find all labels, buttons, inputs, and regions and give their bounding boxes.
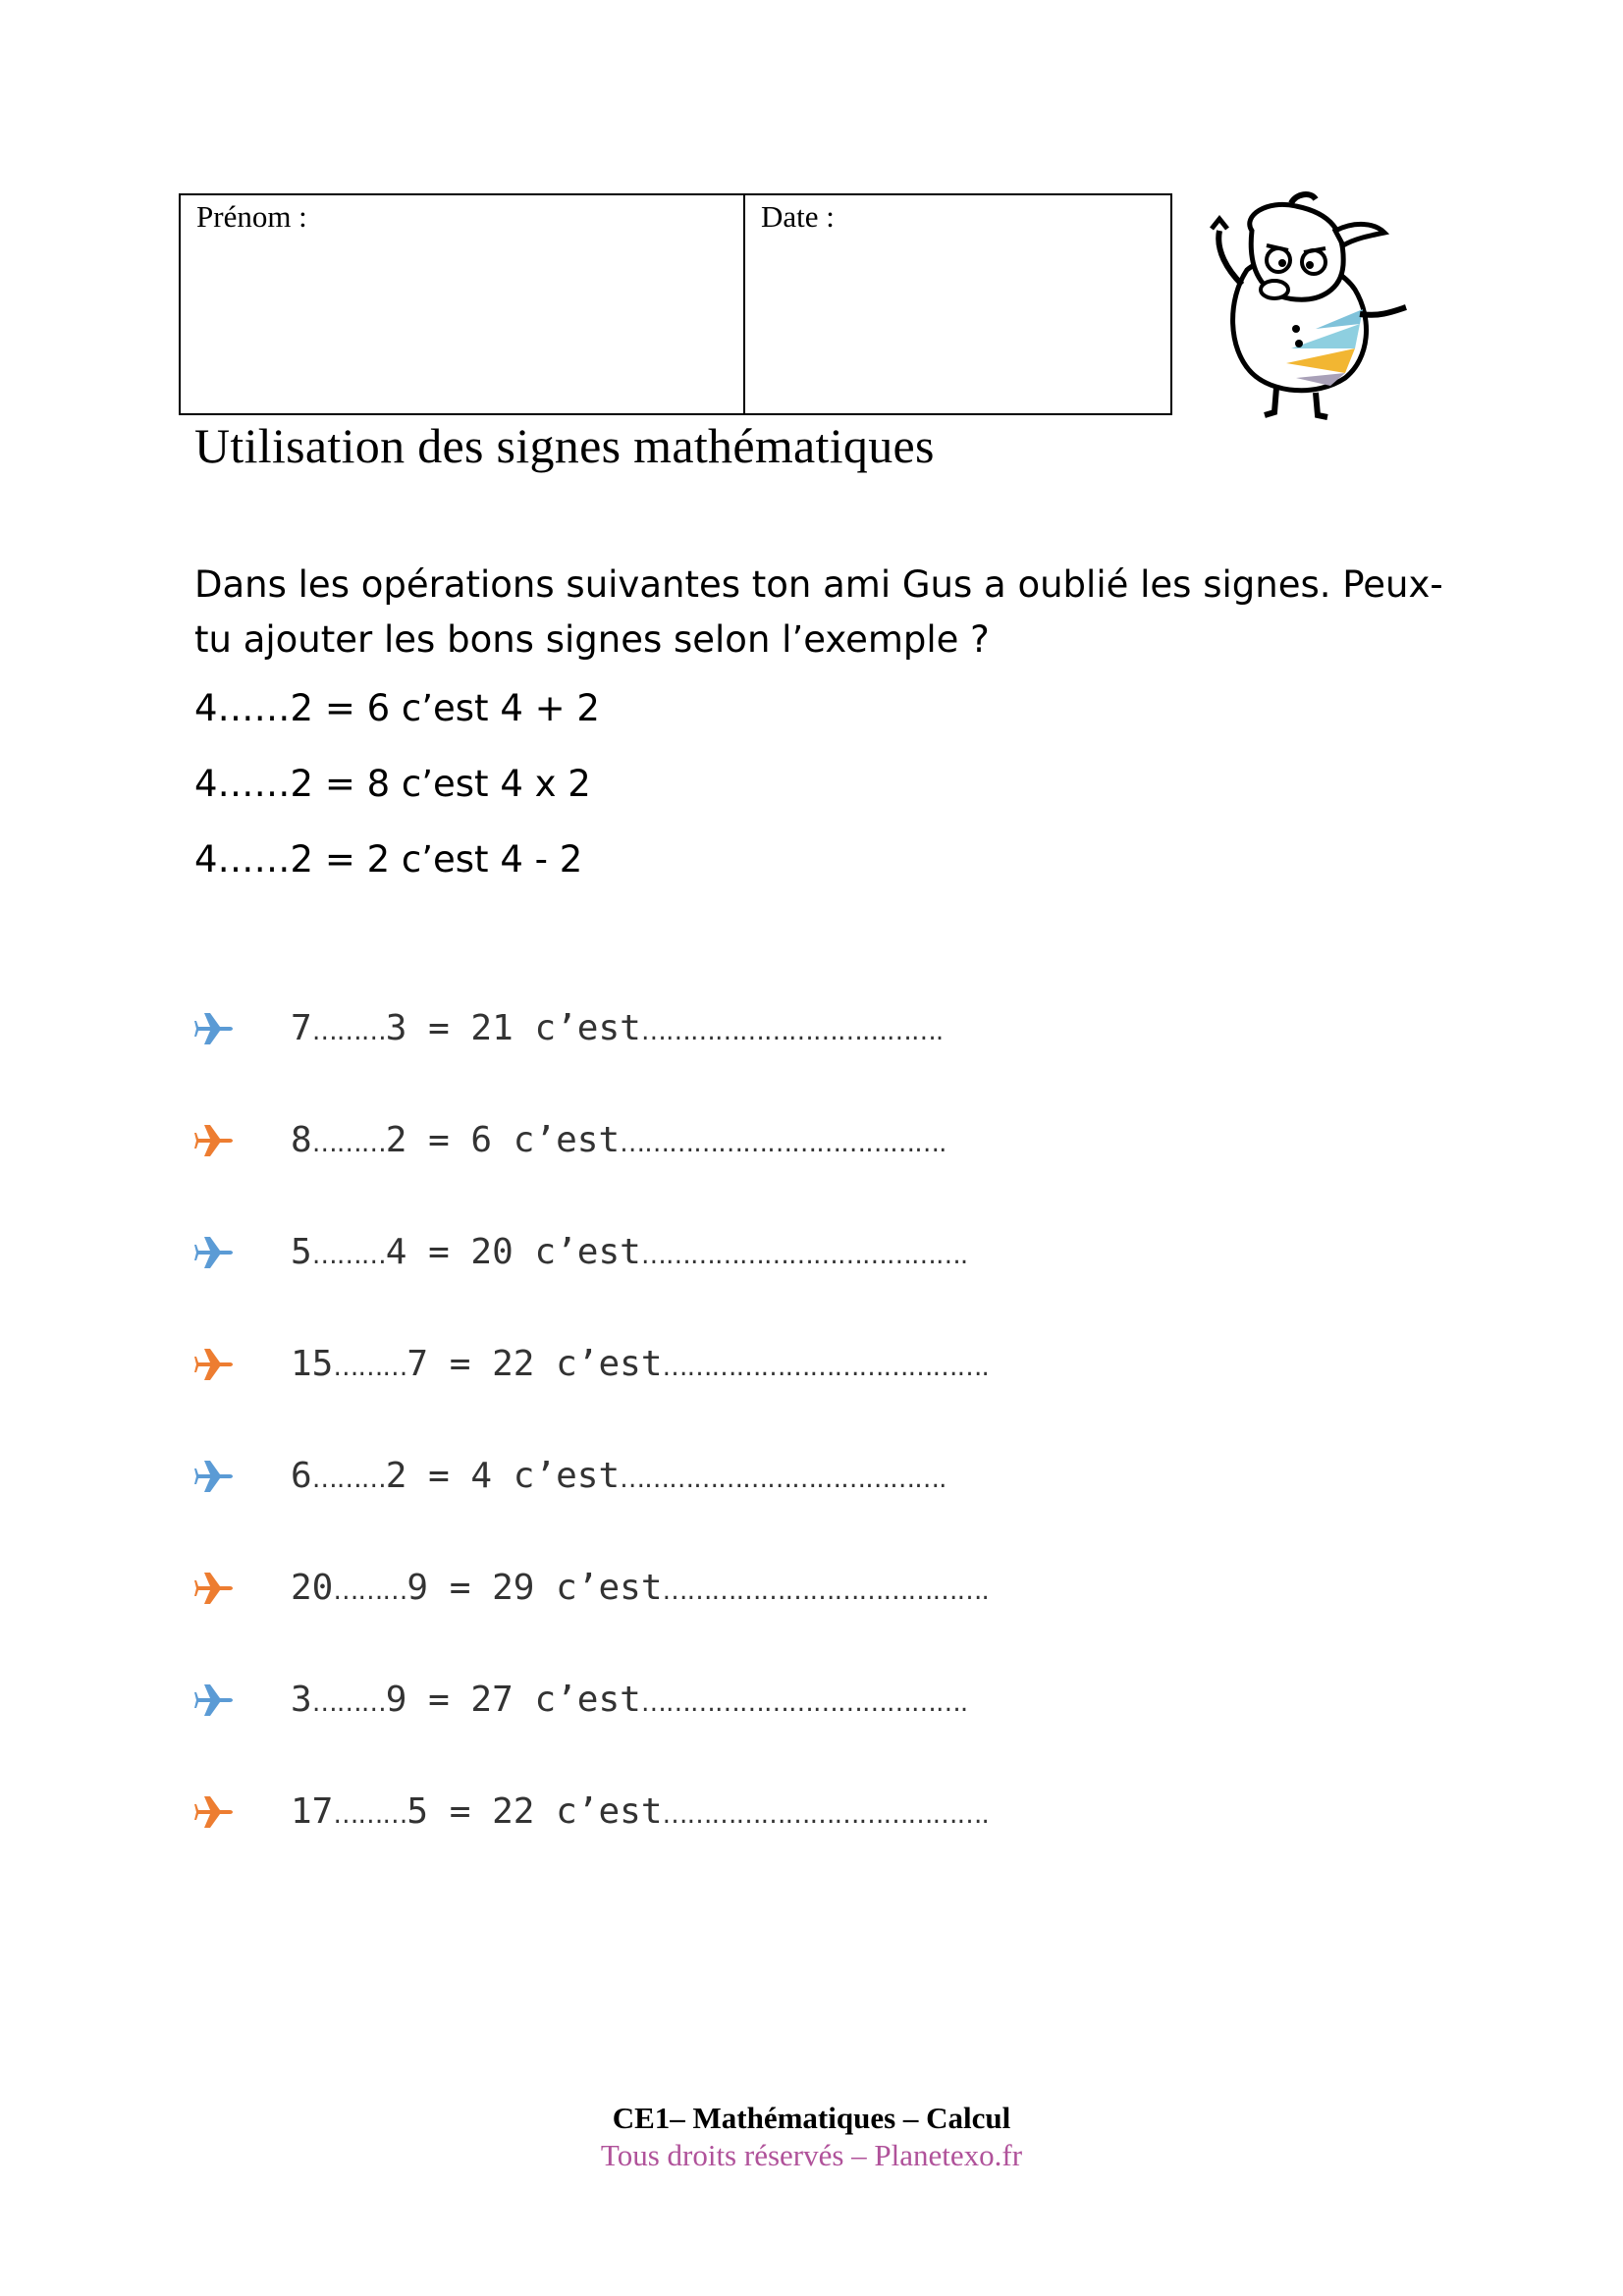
airplane-icon (192, 1681, 291, 1720)
exercise-word: c’est (534, 1680, 641, 1720)
exercise-right-operand: 9 (385, 1680, 407, 1720)
exercise-result: = 22 (449, 1344, 535, 1384)
operator-blank[interactable]: ……… (333, 1800, 407, 1830)
exercise-row (192, 1225, 1272, 1337)
exercise-row (192, 1449, 1272, 1561)
exercise-left-operand: 15 (291, 1344, 334, 1384)
exercise-right-operand: 3 (385, 1008, 407, 1048)
answer-blank[interactable]: …………………………………. (662, 1576, 989, 1606)
exercise-row (192, 1561, 1272, 1673)
airplane-icon (192, 1233, 291, 1272)
exercise-result: = 20 (428, 1232, 514, 1272)
footer-rights: Tous droits réservés – Planetexo.fr (600, 2138, 1023, 2172)
airplane-icon (192, 1009, 291, 1048)
exercise-word: c’est (534, 1232, 641, 1272)
exercise-word: c’est (513, 1456, 621, 1496)
footer-course: CE1– Mathématiques – Calcul (612, 2101, 1011, 2135)
airplane-icon (192, 1345, 291, 1384)
operator-blank[interactable]: ……… (333, 1353, 407, 1382)
answer-blank[interactable]: …………………………………. (620, 1465, 947, 1494)
operator-blank[interactable]: ……… (311, 1017, 386, 1046)
exercise-right-operand: 9 (406, 1568, 429, 1608)
exercise-result: = 21 (428, 1008, 514, 1048)
page-title: Utilisation des signes mathématiques (194, 418, 935, 473)
exercise-text (291, 1337, 989, 1395)
exercise-text (291, 1001, 943, 1059)
exercise-result: = 22 (449, 1791, 535, 1832)
exercise-result: = 6 (428, 1120, 493, 1160)
sheep-mascot-icon (1198, 191, 1419, 422)
exercise-text (291, 1561, 989, 1619)
airplane-icon (192, 1792, 291, 1832)
exercise-word: c’est (556, 1791, 663, 1832)
exercise-text (291, 1225, 967, 1283)
exercise-left-operand: 20 (291, 1568, 334, 1608)
answer-blank[interactable]: …………………………………. (620, 1129, 947, 1158)
exercise-word: c’est (513, 1120, 621, 1160)
header-table (179, 193, 1172, 415)
prenom-cell[interactable] (181, 195, 745, 413)
exercise-right-operand: 5 (406, 1791, 429, 1832)
exercise-row (192, 1337, 1272, 1449)
operator-blank[interactable]: ……… (333, 1576, 407, 1606)
example-line: 4……2 = 8 c’est 4 x 2 (194, 763, 591, 805)
exercise-right-operand: 2 (385, 1456, 407, 1496)
exercise-text (291, 1785, 989, 1842)
exercise-row (192, 1001, 1272, 1113)
exercise-word: c’est (556, 1568, 663, 1608)
example-line: 4……2 = 2 c’est 4 - 2 (194, 838, 583, 881)
answer-blank[interactable]: …………………………………. (640, 1688, 968, 1718)
exercise-right-operand: 2 (385, 1120, 407, 1160)
airplane-icon (192, 1121, 291, 1160)
exercise-left-operand: 6 (291, 1456, 312, 1496)
exercise-left-operand: 3 (291, 1680, 312, 1720)
exercise-left-operand: 17 (291, 1791, 334, 1832)
answer-blank[interactable]: ………………………………. (640, 1017, 944, 1046)
exercise-result: = 27 (428, 1680, 514, 1720)
exercise-word: c’est (534, 1008, 641, 1048)
exercise-result: = 29 (449, 1568, 535, 1608)
exercise-word: c’est (556, 1344, 663, 1384)
exercise-result: = 4 (428, 1456, 493, 1496)
exercise-row (192, 1673, 1272, 1785)
exercise-row (192, 1113, 1272, 1225)
exercise-right-operand: 4 (385, 1232, 407, 1272)
operator-blank[interactable]: ……… (311, 1465, 386, 1494)
answer-blank[interactable]: …………………………………. (662, 1353, 989, 1382)
instruction-text: Dans les opérations suivantes ton ami Gus a oublié les signes. Peux-tu ajouter les bons signes selon l’exemple ? (194, 563, 1443, 661)
exercise-text (291, 1113, 946, 1171)
operator-blank[interactable]: ……… (311, 1241, 386, 1270)
exercise-left-operand: 8 (291, 1120, 312, 1160)
answer-blank[interactable]: …………………………………. (662, 1800, 989, 1830)
exercise-list (192, 1001, 1272, 1896)
date-label: Date : (761, 199, 835, 234)
exercise-text (291, 1673, 967, 1731)
exercise-left-operand: 7 (291, 1008, 312, 1048)
airplane-icon (192, 1569, 291, 1608)
exercise-text (291, 1449, 946, 1507)
airplane-icon (192, 1457, 291, 1496)
answer-blank[interactable]: …………………………………. (640, 1241, 968, 1270)
example-line: 4……2 = 6 c’est 4 + 2 (194, 687, 600, 729)
operator-blank[interactable]: ……… (311, 1129, 386, 1158)
prenom-label: Prénom : (196, 199, 307, 234)
exercise-right-operand: 7 (406, 1344, 429, 1384)
operator-blank[interactable]: ……… (311, 1688, 386, 1718)
exercise-row (192, 1785, 1272, 1896)
date-cell[interactable] (745, 195, 1170, 413)
exercise-left-operand: 5 (291, 1232, 312, 1272)
